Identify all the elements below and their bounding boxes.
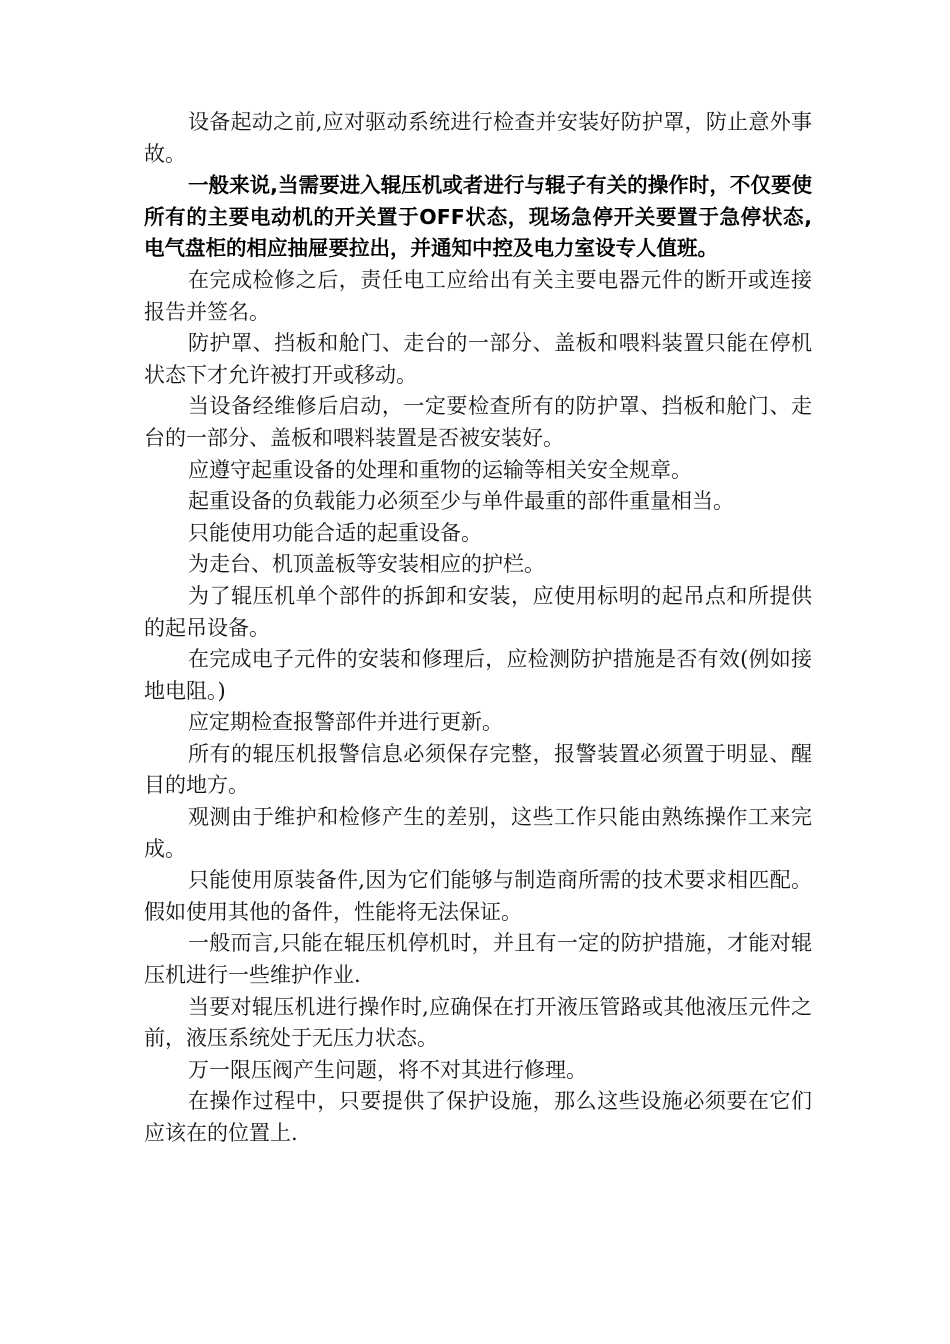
paragraph-protection-position: 在操作过程中，只要提供了保护设施，那么这些设施必须要在它们应该在的位置上.	[144, 1089, 812, 1145]
paragraph-suitable-lifting: 只能使用功能合适的起重设备。	[188, 520, 482, 545]
paragraph-maintenance-stop: 一般而言,只能在辊压机停机时，并且有一定的防护措施，才能对辊压机进行一些维护作业.	[144, 931, 812, 988]
paragraph-safety-shutdown: 一般来说,当需要进入辊压机或者进行与辊子有关的操作时，不仅要使所有的主要电动机的开关置于OFF状态，现场急停开关要置于急停状态,电气盘柜的相应抽屉要拉出，并通知中控及电力室设专人值班。	[144, 173, 812, 261]
paragraph-original-parts: 只能使用原装备件,因为它们能够与制造商所需的技术要求相匹配。假如使用其他的备件，性能将无法保证。	[144, 868, 812, 924]
paragraph-electrician-report: 在完成检修之后，责任电工应给出有关主要电器元件的断开或连接报告并签名。	[144, 267, 812, 324]
paragraph-skilled-workers: 观测由于维护和检修产生的差别，这些工作只能由熟练操作工来完成。	[144, 805, 812, 861]
paragraph-guard-opening: 防护罩、挡板和舱门、走台的一部分、盖板和喂料装置只能在停机状态下才允许被打开或移动。	[144, 331, 812, 387]
paragraph-hydraulic-pressure: 当要对辊压机进行操作时,应确保在打开液压管路或其他液压元件之前，液压系统处于无压力状态。	[144, 994, 812, 1051]
paragraph-electronic-check: 在完成电子元件的安装和修理后，应检测防护措施是否有效(例如接地电阻。)	[144, 647, 812, 703]
paragraph-drive-inspection: 设备起动之前,应对驱动系统进行检查并安装好防护罩，防止意外事故。	[144, 110, 812, 166]
paragraph-relief-valve: 万一限压阀产生问题，将不对其进行修理。	[188, 1057, 587, 1082]
paragraph-restart-check: 当设备经维修后启动，一定要检查所有的防护罩、挡板和舱门、走台的一部分、盖板和喂料装置是否被安装好。	[144, 394, 812, 450]
document-body	[144, 107, 812, 1150]
paragraph-lifting-points: 为了辊压机单个部件的拆卸和安装，应使用标明的起吊点和所提供的起吊设备。	[144, 583, 812, 640]
paragraph-guardrails: 为走台、机顶盖板等安装相应的护栏。	[188, 552, 545, 577]
paragraph-alarm-update: 应定期检查报警部件并进行更新。	[188, 710, 503, 735]
paragraph-lifting-capacity: 起重设备的负载能力必须至少与单件最重的部件重量相当。	[188, 489, 734, 514]
paragraph-lifting-rules: 应遵守起重设备的处理和重物的运输等相关安全规章。	[188, 457, 692, 482]
paragraph-alarm-info: 所有的辊压机报警信息必须保存完整，报警装置必须置于明显、醒目的地方。	[144, 741, 812, 798]
